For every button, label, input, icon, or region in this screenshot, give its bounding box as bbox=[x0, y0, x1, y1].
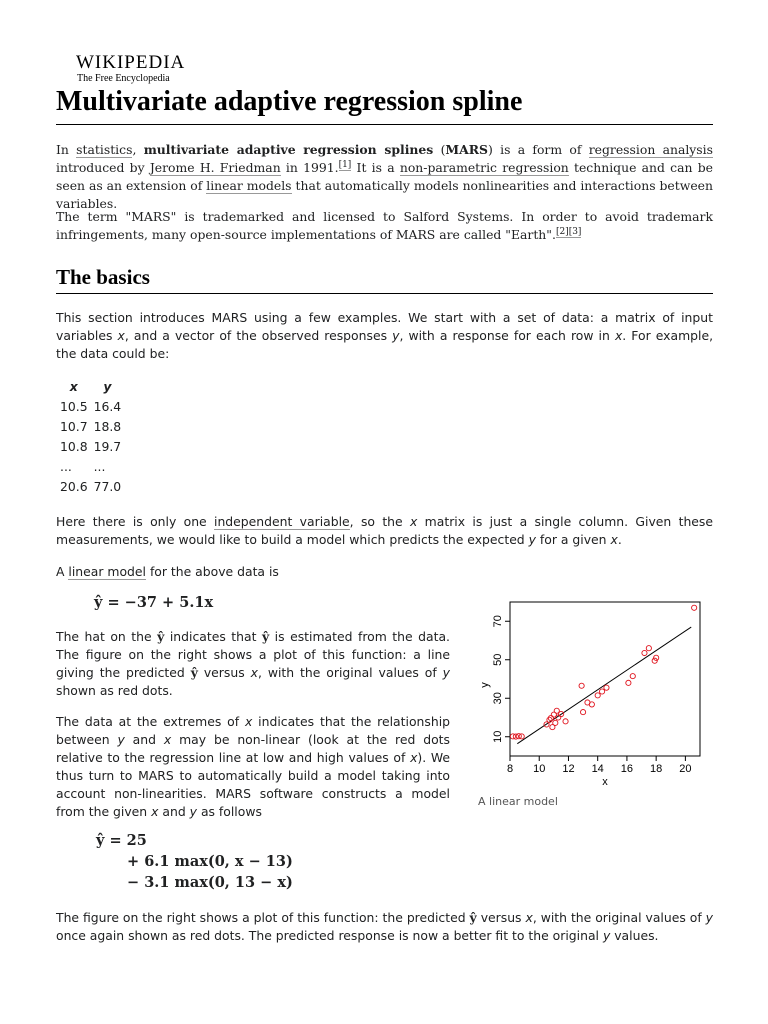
wikipedia-logo[interactable]: WIKIPEDIA bbox=[76, 52, 186, 73]
table-row bbox=[57, 456, 124, 476]
data-point bbox=[626, 680, 631, 685]
x-tick-label: 16 bbox=[620, 763, 634, 775]
basics-paragraph-6: The figure on the right shows a plot of this function: the predicted ŷ versus x, with the original values of y once again shown as red dots. The predicted response is now a better fit to the original y values. bbox=[56, 910, 713, 943]
data-point bbox=[604, 685, 609, 690]
data-point bbox=[589, 702, 594, 707]
equation-linear-model: ŷ = −37 + 5.1x bbox=[94, 594, 214, 611]
table-row bbox=[57, 416, 124, 436]
table-cell: 10.8 bbox=[60, 438, 88, 454]
data-point bbox=[579, 683, 584, 688]
x-tick-label: 14 bbox=[591, 763, 604, 775]
figure-caption: A linear model bbox=[478, 795, 558, 808]
link-linear-models[interactable]: linear models bbox=[206, 178, 292, 193]
citation-2[interactable]: [2] bbox=[555, 226, 569, 237]
link-nonparametric-regression[interactable]: non-parametric regression bbox=[399, 160, 569, 175]
basics-paragraph-5: The data at the extremes of x indicates that the relationship between y and x may be non-linear (look at the red dots relative to the regression line at low and high values of x). We thus turn to MARS to automatically build a model taking into account non-linearities. MARS software constructs a model from the given x and y as follows bbox=[56, 714, 451, 819]
equation-mars-line-3: − 3.1 max(0, 13 − x) bbox=[127, 874, 293, 891]
figure-linear-model bbox=[474, 594, 714, 824]
y-tick-label: 50 bbox=[492, 653, 504, 666]
table-cell: ... bbox=[93, 458, 106, 474]
x-tick-label: 20 bbox=[679, 763, 692, 775]
data-point bbox=[692, 605, 697, 610]
link-independent-variable[interactable]: independent variable bbox=[214, 514, 350, 529]
x-tick-label: 10 bbox=[533, 763, 546, 775]
title-rule bbox=[56, 124, 713, 125]
table-cell: ... bbox=[60, 458, 72, 474]
data-point bbox=[630, 674, 635, 679]
citation-1[interactable]: [1] bbox=[338, 159, 352, 170]
link-statistics[interactable]: statistics bbox=[76, 142, 133, 157]
basics-paragraph-4: The hat on the ŷ indicates that ŷ is estimated from the data. The figure on the right shows a plot of this function: a line giving the predicted ŷ versus x, with the original values of y shown as red dots. bbox=[56, 629, 451, 698]
table-row bbox=[57, 436, 124, 456]
wikipedia-tagline: The Free Encyclopedia bbox=[77, 73, 170, 84]
section-rule bbox=[56, 293, 713, 294]
data-point bbox=[599, 689, 604, 694]
equation-mars-line-2: + 6.1 max(0, x − 13) bbox=[127, 853, 293, 870]
data-point bbox=[580, 710, 585, 715]
basics-paragraph-3: A linear model for the above data is bbox=[56, 564, 279, 579]
table-cell: 16.4 bbox=[93, 398, 122, 414]
data-point bbox=[553, 720, 558, 725]
table-row bbox=[57, 476, 124, 496]
scatter-chart bbox=[474, 594, 714, 789]
data-point bbox=[595, 693, 600, 698]
table-header-x: x bbox=[69, 378, 78, 394]
link-regression-analysis[interactable]: regression analysis bbox=[588, 142, 713, 157]
data-point bbox=[646, 646, 651, 651]
table-row bbox=[57, 396, 124, 416]
x-tick-label: 18 bbox=[650, 763, 663, 775]
intro-paragraph-1: In statistics, multivariate adaptive regression splines (MARS) is a form of regression analysis introduced by Jerome H. Friedman in 1991.[1] It is a non-parametric regression technique and can be seen as an extension of linear models that automatically models nonlinearities and interactions between variables. bbox=[56, 142, 713, 211]
citation-3[interactable]: [3] bbox=[568, 226, 582, 237]
link-friedman[interactable]: Jerome H. Friedman bbox=[149, 160, 281, 175]
y-tick-label: 30 bbox=[492, 692, 504, 705]
table-header-y: y bbox=[103, 378, 112, 394]
data-table bbox=[57, 376, 124, 496]
equation-mars-line-1: ŷ = 25 bbox=[96, 832, 147, 849]
link-linear-model[interactable]: linear model bbox=[68, 564, 146, 579]
x-tick-label: 12 bbox=[562, 763, 575, 775]
table-cell: 10.7 bbox=[60, 418, 88, 434]
basics-paragraph-2: Here there is only one independent variable, so the x matrix is just a single column. Given these measurements, we would like to build a model which predicts the expected y for a given x. bbox=[56, 514, 714, 547]
intro-paragraph-2: The term "MARS" is trademarked and licensed to Salford Systems. In order to avoid trademark infringements, many open-source implementations of MARS are called "Earth".[2][3] bbox=[56, 209, 713, 242]
table-cell: 10.5 bbox=[60, 398, 88, 414]
section-heading-basics: The basics bbox=[56, 265, 150, 289]
table-cell: 19.7 bbox=[93, 438, 122, 454]
table-header-row bbox=[57, 376, 124, 396]
regression-line bbox=[517, 627, 691, 744]
data-point bbox=[642, 650, 647, 655]
table-cell: 77.0 bbox=[93, 478, 122, 494]
table-cell: 18.8 bbox=[93, 418, 122, 434]
y-tick-label: 70 bbox=[492, 615, 504, 628]
basics-paragraph-1: This section introduces MARS using a few examples. We start with a set of data: a matrix of input variables x, and a vector of the observed responses y, with a response for each row in x. For example, the data could be: bbox=[56, 310, 714, 361]
page-title: Multivariate adaptive regression spline bbox=[56, 86, 523, 117]
y-tick-label: 10 bbox=[492, 730, 504, 743]
x-axis-label: x bbox=[602, 776, 608, 788]
plot-frame bbox=[510, 602, 700, 756]
table-cell: 20.6 bbox=[60, 478, 88, 494]
data-point bbox=[563, 719, 568, 724]
x-tick-label: 8 bbox=[506, 763, 514, 775]
y-axis-label: y bbox=[479, 682, 491, 688]
